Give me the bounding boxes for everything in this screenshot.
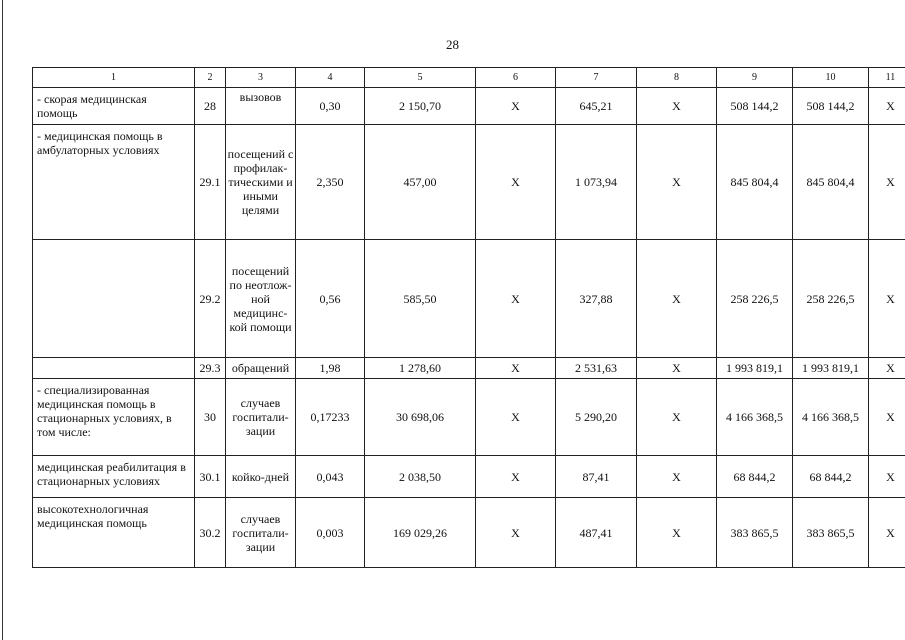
row-cell: 845 804,4 (717, 125, 793, 240)
row-cell: X (476, 456, 556, 498)
row-cell: X (869, 358, 905, 379)
row-cell: X (637, 240, 717, 358)
table-row (33, 358, 905, 379)
header-cell: 8 (637, 68, 717, 88)
row-cell: 2 150,70 (365, 88, 476, 125)
row-cell: 2,350 (296, 125, 365, 240)
page-number: 28 (446, 37, 459, 52)
row-cell: 508 144,2 (793, 88, 869, 125)
row-unit: случаев госпитали-зации (226, 379, 296, 456)
row-name: медицинская реабилитация в стационарных условиях (33, 456, 195, 498)
row-cell: 4 166 368,5 (793, 379, 869, 456)
table-row (33, 379, 905, 456)
row-cell: 169 029,26 (365, 498, 476, 568)
row-cell: X (476, 358, 556, 379)
row-cell: 1 073,94 (556, 125, 637, 240)
row-cell: 1 278,60 (365, 358, 476, 379)
row-cell: 30 698,06 (365, 379, 476, 456)
row-cell: X (476, 498, 556, 568)
row-name: - медицинская помощь в амбулаторных условиях (33, 125, 195, 240)
row-code: 29.1 (195, 125, 226, 240)
row-cell: 87,41 (556, 456, 637, 498)
row-cell: 68 844,2 (793, 456, 869, 498)
row-cell: 645,21 (556, 88, 637, 125)
row-cell: 845 804,4 (793, 125, 869, 240)
row-cell: X (637, 498, 717, 568)
row-cell: 5 290,20 (556, 379, 637, 456)
header-cell: 10 (793, 68, 869, 88)
row-cell: 2 531,63 (556, 358, 637, 379)
row-cell: 4 166 368,5 (717, 379, 793, 456)
row-cell: 457,00 (365, 125, 476, 240)
row-cell: 258 226,5 (793, 240, 869, 358)
row-cell: 1,98 (296, 358, 365, 379)
row-unit: посещений по неотлож-ной медицинс-кой помощи (226, 240, 296, 358)
header-cell: 4 (296, 68, 365, 88)
header-cell: 9 (717, 68, 793, 88)
page-left-border (2, 0, 3, 640)
header-cell: 7 (556, 68, 637, 88)
table-row (33, 498, 905, 568)
row-cell: X (476, 125, 556, 240)
row-cell: 585,50 (365, 240, 476, 358)
header-row (33, 68, 905, 88)
row-cell: 258 226,5 (717, 240, 793, 358)
row-code: 28 (195, 88, 226, 125)
row-cell: 383 865,5 (793, 498, 869, 568)
row-cell: 327,88 (556, 240, 637, 358)
row-cell: X (869, 88, 905, 125)
row-cell: 508 144,2 (717, 88, 793, 125)
row-name (33, 358, 195, 379)
header-cell: 3 (226, 68, 296, 88)
table-row (33, 88, 905, 125)
row-cell: X (869, 240, 905, 358)
row-code: 30.1 (195, 456, 226, 498)
row-name: - скорая медицинская помощь (33, 88, 195, 125)
row-cell: 1 993 819,1 (793, 358, 869, 379)
row-name: высокотехнологичная медицинская помощь (33, 498, 195, 568)
row-name: - специализированная медицинская помощь в стационарных условиях, в том числе: (33, 379, 195, 456)
row-cell: 0,17233 (296, 379, 365, 456)
row-unit: случаев госпитали-зации (226, 498, 296, 568)
header-cell: 11 (869, 68, 905, 88)
row-cell: 0,56 (296, 240, 365, 358)
row-cell: X (476, 240, 556, 358)
header-cell: 5 (365, 68, 476, 88)
row-cell: 0,003 (296, 498, 365, 568)
row-cell: X (869, 498, 905, 568)
header-cell: 2 (195, 68, 226, 88)
row-cell: 383 865,5 (717, 498, 793, 568)
table-row (33, 240, 905, 358)
row-cell: X (869, 125, 905, 240)
data-table (32, 67, 905, 568)
table-row (33, 456, 905, 498)
row-cell: 1 993 819,1 (717, 358, 793, 379)
row-code: 30 (195, 379, 226, 456)
row-cell: 487,41 (556, 498, 637, 568)
row-cell: X (476, 379, 556, 456)
row-code: 29.3 (195, 358, 226, 379)
row-cell: X (637, 358, 717, 379)
row-cell: X (869, 379, 905, 456)
row-cell: 2 038,50 (365, 456, 476, 498)
row-cell: 0,30 (296, 88, 365, 125)
row-cell: X (637, 379, 717, 456)
row-unit: обращений (226, 358, 296, 379)
table-row (33, 125, 905, 240)
row-cell: X (637, 456, 717, 498)
row-cell: X (637, 88, 717, 125)
header-cell: 1 (33, 68, 195, 88)
header-cell: 6 (476, 68, 556, 88)
row-cell: X (869, 456, 905, 498)
row-cell: 68 844,2 (717, 456, 793, 498)
row-unit: вызовов (226, 88, 296, 125)
row-cell: X (476, 88, 556, 125)
row-unit: койко-дней (226, 456, 296, 498)
row-cell: X (637, 125, 717, 240)
row-code: 29.2 (195, 240, 226, 358)
row-cell: 0,043 (296, 456, 365, 498)
row-unit: посещений с профилак-тическими и иными целями (226, 125, 296, 240)
row-code: 30.2 (195, 498, 226, 568)
row-name (33, 240, 195, 358)
